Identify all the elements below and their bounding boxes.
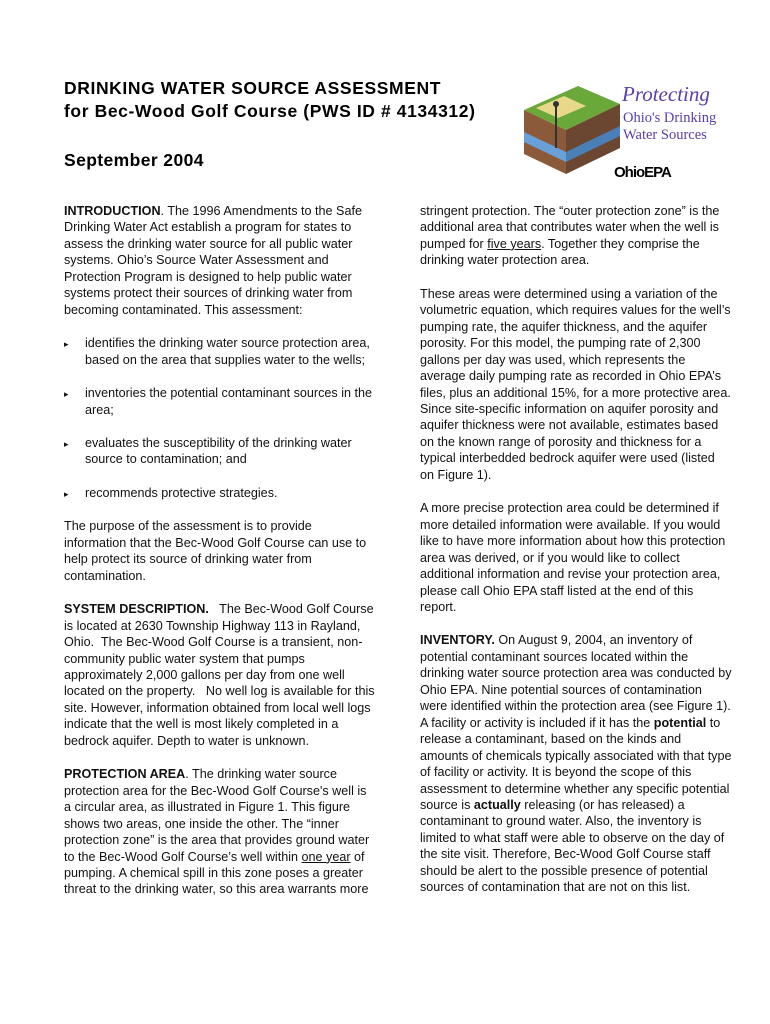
- logo-text-water-sources: Water Sources: [623, 127, 707, 143]
- method-paragraph: These areas were determined using a variation of the volumetric equation, which requires values for the well’s pumping rate, the aquifer thickness, and the aquifer porosity. For this model, the pumping rate of 2,300 gallons per day was used, which represents the average daily pumping rate as recorded in Ohio EPA’s files, plus an additional 15%, for a more protective area. Since site-specific information on aquifer porosity and aquifer thickness were not available, estimates based on the known range of porosity and thickness for a typical interbedded bedrock aquifer were used (listed on Figure 1).: [420, 286, 731, 482]
- introduction-heading: INTRODUCTION: [64, 204, 161, 218]
- inventory-paragraph: INVENTORY. On August 9, 2004, an inventory of potential contaminant sources located within the drinking water source protection area was conducted by Ohio EPA. Nine potential sources of contamination were identified within the protection area (see Figure 1). A facility or activity is included if it has the potential to release a contaminant, based on the kinds and amounts of chemicals typically associated with that type of facility or activity. It is beyond the scope of this assessment to determine whether any specific potential source is actually releasing (or has released) a contaminant to ground water. Also, the inventory is limited to what staff were able to observe on the day of the site visit. Therefore, Bec-Wood Golf Course staff should be alert to the possible presence of potential sources of contamination that are not on this list.: [420, 633, 732, 895]
- title-line-1: DRINKING WATER SOURCE ASSESSMENT: [64, 78, 442, 98]
- document-title: [64, 77, 476, 123]
- potential-emphasis: potential: [653, 715, 707, 730]
- protecting-water-logo: [516, 76, 736, 188]
- system-description-heading: SYSTEM DESCRIPTION.: [64, 602, 209, 617]
- protection-area-heading: PROTECTION AREA: [64, 767, 186, 782]
- system-description-paragraph: SYSTEM DESCRIPTION. The Bec-Wood Golf Course is located at 2630 Township Highway 113 in Rayland, Ohio. The Bec-Wood Golf Course is a transient, non-community public water system that pumps approximately 2,000 gallons per day from one well located on the property. No well log is available for this site. However, information obtained from local well logs indicate that the well is most likely completed in a bedrock aquifer. Depth to water is unknown.: [64, 602, 379, 748]
- one-year-emphasis: one year: [301, 849, 351, 864]
- logo-text-ohios-drinking: Ohio's Drinking: [623, 110, 717, 126]
- list-item: ▸ recommends protective strategies.: [64, 485, 376, 501]
- bullet-marker: ▸: [64, 339, 69, 350]
- protection-area-paragraph: PROTECTION AREA. The drinking water source protection area for the Bec-Wood Golf Course's well is a circular area, as illustrated in Figure 1. This figure shows two areas, one inside the other. The “inner protection zone” is the area that provides ground water to the Bec-Wood Golf Course’s well within one year of pumping. A chemical spill in this zone poses a greater threat to the drinking water, so this area warrants more: [64, 767, 370, 897]
- purpose-paragraph: The purpose of the assessment is to provide information that the Bec-Wood Golf Course can use to help protect its source of drinking water from contamination.: [64, 519, 367, 583]
- right-column: [420, 203, 732, 913]
- protection-zone-paragraph: stringent protection. The “outer protection zone” is the additional area that contributes water when the well is pumped for five years. Together they comprise the drinking water protection area.: [420, 204, 720, 268]
- aquifer-block-icon: [516, 76, 626, 186]
- ohio-epa-logo: OhioEPA: [614, 164, 671, 181]
- list-item: ▸ evaluates the susceptibility of the drinking water source to contamination; and: [64, 435, 352, 467]
- introduction-paragraph: INTRODUCTION. The 1996 Amendments to the Safe Drinking Water Act establish a program for states to assess the drinking water source for all public water systems. Ohio’s Source Water Assessment and Protection Program is designed to help public water systems protect their sources of drinking water from becoming contaminated. This assessment:: [64, 204, 362, 317]
- left-column: [64, 203, 379, 915]
- report-date: September 2004: [64, 150, 204, 170]
- list-item: ▸ identifies the drinking water source protection area, based on the area that supplies water to the wells;: [64, 336, 370, 367]
- bullet-marker: ▸: [64, 488, 69, 499]
- actually-emphasis: actually: [473, 797, 521, 812]
- bullet-marker: ▸: [64, 438, 69, 449]
- five-years-emphasis: five years: [487, 236, 542, 251]
- title-line-2: for Bec-Wood Golf Course (PWS ID # 4134312): [64, 101, 476, 121]
- list-item: ▸ inventories the potential contaminant sources in the area;: [64, 386, 373, 417]
- precise-area-paragraph: A more precise protection area could be determined if more detailed information were available. If you would like to have more information about how this protection area was derived, or if you would like to collect additional information and revise your protection area, please call Ohio EPA staff listed at the end of this report.: [420, 501, 726, 614]
- inventory-heading: INVENTORY.: [420, 633, 495, 648]
- bullet-marker: ▸: [64, 389, 69, 400]
- logo-text-protecting: Protecting: [622, 82, 710, 106]
